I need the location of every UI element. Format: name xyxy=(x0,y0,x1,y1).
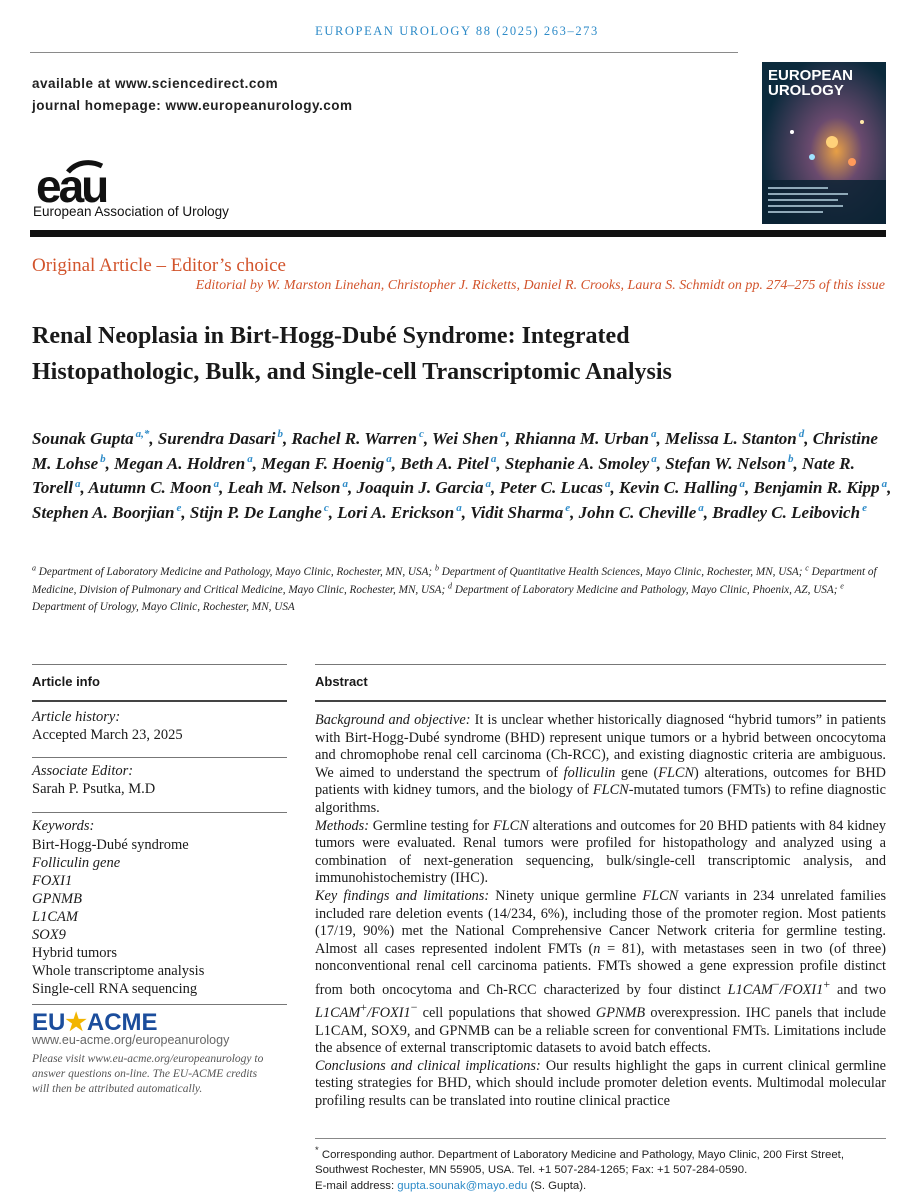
abstract-heading: Abstract xyxy=(315,674,368,689)
author-name[interactable]: Wei Shen $^a$ xyxy=(432,428,506,448)
author-name[interactable]: Sounak Gupta $^{a,*}$ xyxy=(32,428,150,448)
keyword: Whole transcriptome analysis xyxy=(32,963,205,979)
keyword: Single-cell RNA sequencing xyxy=(32,981,198,997)
organization-name: European Association of Urology xyxy=(33,204,229,219)
eu-acme-logo[interactable]: EU★ACME xyxy=(32,1009,158,1036)
author-name[interactable]: John C. Cheville $^a$ xyxy=(578,502,704,522)
keyword: FOXI1 xyxy=(32,873,73,889)
author-name[interactable]: Megan F. Hoenig $^a$ xyxy=(261,452,392,473)
header-thick-rule xyxy=(30,230,886,237)
author-name[interactable]: Megan A. Holdren $^a$ xyxy=(114,452,253,473)
author-name[interactable]: Melissa L. Stanton $^d$ xyxy=(664,428,805,448)
abstract-body xyxy=(315,712,886,1111)
associate-editor-label: Associate Editor: xyxy=(32,763,134,779)
info-heading-rule xyxy=(32,700,287,702)
article-type: Original Article – Editor’s choice xyxy=(32,255,286,276)
keywords-label: Keywords: xyxy=(32,818,95,834)
article-title: Renal Neoplasia in Birt-Hogg-Dubé Syndrome: Integrated Histopathologic, Bulk, and Single-cell Transcriptomic Analysis xyxy=(32,323,672,385)
author-name[interactable]: Beth A. Pitel $^a$ xyxy=(400,452,497,473)
author-name[interactable]: Benjamin R. Kipp $^a$ xyxy=(753,477,888,498)
journal-homepage-link[interactable]: journal homepage: www.europeanurology.com xyxy=(32,98,353,113)
abstract-findings: Key findings and limitations: Ninety unique germline FLCN variants in 234 unrelated families included rare deletion events (14/234, 6%), including those of the promoter region. Most patients (17/19, 90%) met the National Comprehensive Cancer Network criteria for germline testing. Almost all cases represented indolent FMTs (n = 81), with metastases seen in two (of three) nonconventional renal cell carcinoma patients. FMTs showed a gene expression profile distinct from both oncocytoma and Ch-RCC characterized by four distinct L1CAM−/FOXI1+ and two L1CAM+/FOXI1− cell populations that showed GPNMB overexpression. IHC panels that include L1CAM, SOX9, and GPNMB can be a reliable screen for conventional FMTs. Limitations include the absence of external transcriptomic datasets to avoid batch effects. xyxy=(315,887,887,1057)
cover-title: EUROPEAN UROLOGY xyxy=(768,67,854,99)
author-name[interactable]: Autumn C. Moon $^a$ xyxy=(88,477,220,498)
abstract-conclusions: Conclusions and clinical implications: Our results highlight the gaps in current clinical germline testing strategies for BHD, which should include promoter deletion events. Multimodal molecular profiling results can be translated into routine clinical practice xyxy=(315,1057,886,1109)
author-name[interactable]: Joaquin J. Garcia $^a$ xyxy=(356,477,492,498)
keyword: Birt-Hogg-Dubé syndrome xyxy=(32,837,189,853)
author-list: Sounak Gupta $^{a,*}$, Surendra Dasari $^b$, Rachel R. Warren $^c$, Wei Shen $^a$, Rhianna M. Urban $^a$, Melissa L. Stanton $^d$, Christine M. Lohse $^b$, Megan A. Holdren $^a$, Megan F. Hoenig $^a$, Beth A. Pitel $^a$, Stephanie A. Smoley $^a$, Stefan W. Nelson $^b$, Nate R. Torell $^a$, Autumn C. Moon $^a$, Leah M. Nelson $^a$, Joaquin J. Garcia $^a$, Peter C. Lucas $^a$, Kevin C. Halling $^a$, Benjamin R. Kipp $^a$, Stephen A. Boorjian $^e$, Stijn P. De Langhe $^c$, Lori A. Erickson $^a$, Vidit Sharma $^e$, John C. Cheville $^a$, Bradley C. Leibovich $^e$ xyxy=(32,428,892,522)
editorial-note[interactable]: Editorial by W. Marston Linehan, Christopher J. Ricketts, Daniel R. Crooks, Laura S. Schmidt on pp. 274–275 of this issue xyxy=(195,278,885,293)
keyword: Folliculin gene xyxy=(32,855,121,871)
sciencedirect-link[interactable]: available at www.sciencedirect.com xyxy=(32,76,279,91)
author-name[interactable]: Peter C. Lucas $^a$ xyxy=(499,477,611,498)
header-divider xyxy=(30,52,738,53)
keyword: Hybrid tumors xyxy=(32,945,117,961)
journal-cover-image[interactable] xyxy=(762,62,886,224)
abstract-methods: Methods: Germline testing for FLCN alterations and outcomes for 20 BHD patients with 84 kidney tumors were evaluated. Renal tumors were profiled for histopathology and analyzed using a combination of next-generation sequencing, bulk/single-cell transcriptomic analysis, and immunohistochemistry (IHC). xyxy=(315,817,886,887)
associate-editor-value: Sarah P. Psutka, M.D xyxy=(32,781,156,797)
author-name[interactable]: Leah M. Nelson $^a$ xyxy=(227,477,348,498)
info-divider xyxy=(32,812,287,813)
author-name[interactable]: Stephen A. Boorjian $^e$ xyxy=(32,502,182,522)
author-name[interactable]: Lori A. Erickson $^a$ xyxy=(337,502,462,522)
article-info-heading: Article info xyxy=(32,674,100,689)
info-top-rule xyxy=(32,664,287,665)
footnote-rule xyxy=(315,1138,886,1139)
logo-text: eau xyxy=(36,160,107,212)
abstract-top-rule xyxy=(315,664,886,665)
author-name[interactable]: Stijn P. De Langhe $^c$ xyxy=(189,502,329,522)
affiliations: $^a$ Department of Laboratory Medicine and Pathology, Mayo Clinic, Rochester, MN, USA; $^b$ Department of Quantitative Health Sciences, Mayo Clinic, Rochester, MN, USA; $^c$ Department of Medicine, Division of Pulmonary and Critical Medicine, Mayo Clinic, Rochester, MN, USA; $^d$ Department of Laboratory Medicine and Pathology, Mayo Clinic, Phoenix, AZ, USA; $^e$ Department of Urology, Mayo Clinic, Rochester, MN, USA xyxy=(32,563,877,613)
email-link[interactable]: gupta.sounak@mayo.edu xyxy=(397,1179,528,1192)
keyword: L1CAM xyxy=(32,909,78,925)
keywords-list xyxy=(32,836,204,998)
article-history-label: Article history: xyxy=(32,709,121,725)
author-name[interactable]: Bradley C. Leibovich $^e$ xyxy=(712,502,867,522)
author-name[interactable]: Stephanie A. Smoley $^a$ xyxy=(504,452,657,473)
author-name[interactable]: Stefan W. Nelson $^b$ xyxy=(665,452,794,473)
author-name[interactable]: Rachel R. Warren $^c$ xyxy=(291,428,424,448)
author-name[interactable]: Nate R. Torell $^a$ xyxy=(32,453,855,498)
abstract-background: Background and objective: It is unclear whether historically diagnosed “hybrid tumors” in patients with Birt-Hogg-Dubé syndrome (BHD) represent unique tumors or a hybrid between oncocytoma and chromophobe renal cell carcinoma (Ch-RCC), and existing diagnostic criteria are ambiguous. We aimed to understand the spectrum of folliculin gene (FLCN) alterations, outcomes for BHD patients with kidney tumors, and the biology of FLCN-mutated tumors (FMTs) to refine diagnostic algorithms. xyxy=(315,712,887,816)
info-divider xyxy=(32,1004,287,1005)
info-divider xyxy=(32,757,287,758)
author-name[interactable]: Surendra Dasari $^b$ xyxy=(157,428,283,448)
author-name[interactable]: Christine M. Lohse $^b$ xyxy=(32,429,878,473)
corresponding-author-footnote: * Corresponding author. Department of Laboratory Medicine and Pathology, Mayo Clinic, 200 First Street, Southwest Rochester, MN 55905, USA. Tel. +1 507-284-1265; Fax: +1 507-284-0590. E-mail address: gupta.sounak@mayo.edu (S. Gupta). xyxy=(315,1145,845,1192)
author-name[interactable]: Rhianna M. Urban $^a$ xyxy=(514,428,657,448)
star-icon: ★ xyxy=(65,1009,87,1036)
keyword: GPNMB xyxy=(32,891,82,907)
article-history-value: Accepted March 23, 2025 xyxy=(32,727,183,743)
abstract-heading-rule xyxy=(315,700,886,702)
eu-acme-url[interactable]: www.eu-acme.org/europeanurology xyxy=(32,1033,230,1047)
author-name[interactable]: Kevin C. Halling $^a$ xyxy=(618,477,745,498)
keyword: SOX9 xyxy=(32,927,66,943)
eu-acme-note: Please visit www.eu-acme.org/europeanurology to answer questions on-line. The EU-ACME credits will then be attributed automatically. xyxy=(32,1053,264,1096)
journal-citation: EUROPEAN UROLOGY 88 (2025) 263–273 xyxy=(315,24,599,38)
author-name[interactable]: Vidit Sharma $^e$ xyxy=(470,502,571,522)
